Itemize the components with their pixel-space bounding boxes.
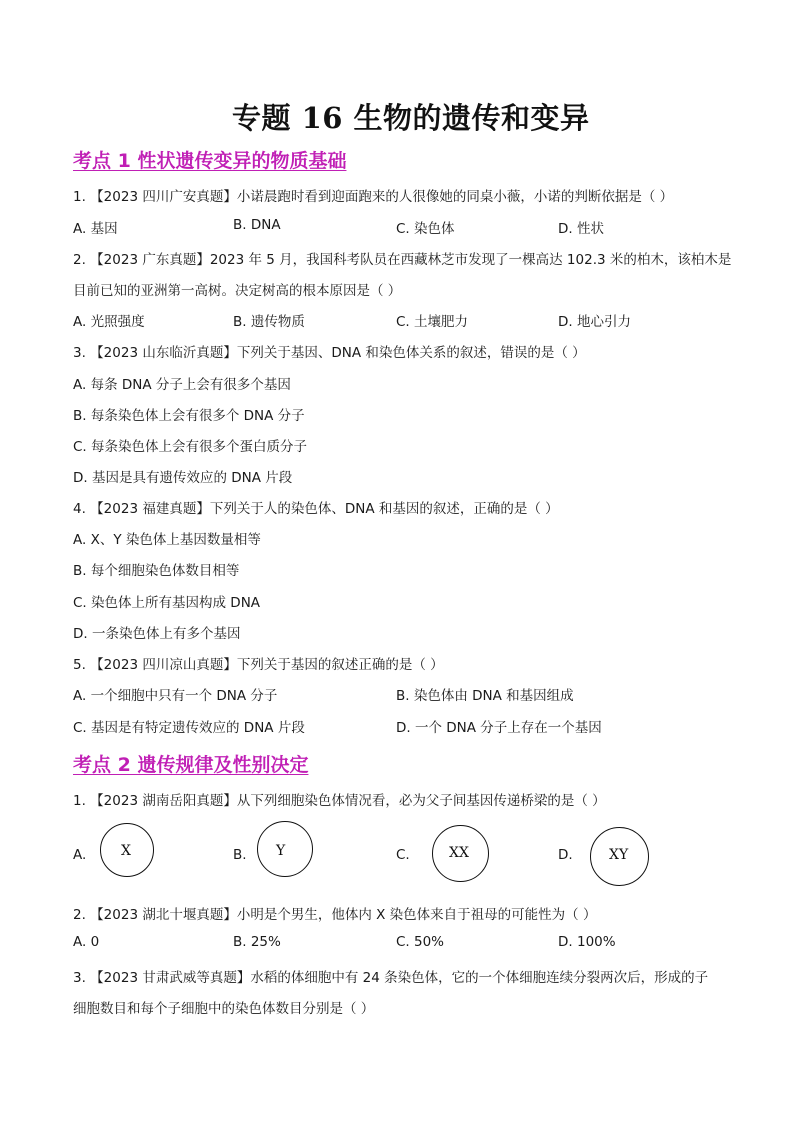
option-d: D. 性状 [558, 221, 604, 237]
option-d: D. 一条染色体上有多个基因 [73, 626, 241, 642]
question-text: 2. 【2023 广东真题】2023 年 5 月，我国科考队员在西藏林芝市发现了一棵高达 102.3 米的柏木，该柏木是 [73, 252, 732, 268]
option-b: B. 25% [233, 934, 281, 950]
option-c: C. 染色体上所有基因构成 DNA [73, 595, 261, 611]
question-text: 4. 【2023 福建真题】下列关于人的染色体、DNA 和基因的叙述，正确的是（ ） [73, 501, 559, 517]
option-d: D. 地心引力 [558, 314, 631, 330]
question-text: 2. 【2023 湖北十堰真题】小明是个男生，他体内 X 染色体来自于祖母的可能性为（ ） [73, 907, 597, 923]
chromosome-label: X [121, 843, 131, 859]
option-d: D. 一个 DNA 分子上存在一个基因 [396, 720, 602, 736]
option-a: A. 一个细胞中只有一个 DNA 分子 [73, 688, 278, 704]
chromosome-label: XY [609, 847, 629, 863]
question-text: 1. 【2023 湖南岳阳真题】从下列细胞染色体情况看，必为父子间基因传递桥梁的是（ ） [73, 793, 606, 809]
option-a: A. 每条 DNA 分子上会有很多个基因 [73, 377, 291, 393]
option-c: C. 土壤肥力 [396, 314, 469, 330]
option-c: C. 基因是有特定遗传效应的 DNA 片段 [73, 720, 305, 736]
option-b: B. 每个细胞染色体数目相等 [73, 563, 240, 579]
option-a: A. 基因 [73, 221, 118, 237]
question-text-continued: 目前已知的亚洲第一高树。决定树高的根本原因是（ ） [73, 283, 402, 299]
option-d: D. [558, 847, 573, 863]
option-b: B. 每条染色体上会有很多个 DNA 分子 [73, 408, 305, 424]
chromosome-label: XX [449, 845, 469, 861]
option-b: B. DNA [233, 217, 281, 233]
option-a: A. 光照强度 [73, 314, 145, 330]
option-c: C. 每条染色体上会有很多个蛋白质分子 [73, 439, 308, 455]
question-text: 1. 【2023 四川广安真题】小诺晨跑时看到迎面跑来的人很像她的同桌小薇，小诺的判断依据是（ ） [73, 189, 674, 205]
question-text: 5. 【2023 四川凉山真题】下列关于基因的叙述正确的是（ ） [73, 657, 444, 673]
option-a: A. X、Y 染色体上基因数量相等 [73, 532, 261, 548]
option-b: B. [233, 847, 247, 863]
section-heading-2: 考点 2 遗传规律及性别决定 [73, 754, 309, 776]
option-d: D. 100% [558, 934, 616, 950]
option-a: A. 0 [73, 934, 100, 950]
section-heading-1: 考点 1 性状遗传变异的物质基础 [73, 150, 347, 172]
question-text-continued: 细胞数目和每个子细胞中的染色体数目分别是（ ） [73, 1001, 375, 1017]
question-text: 3. 【2023 甘肃武威等真题】水稻的体细胞中有 24 条染色体，它的一个体细胞连续分裂两次后，形成的子 [73, 970, 709, 986]
option-a: A. [73, 847, 87, 863]
option-c: C. [396, 847, 410, 863]
option-d: D. 基因是具有遗传效应的 DNA 片段 [73, 470, 293, 486]
option-b: B. 遗传物质 [233, 314, 305, 330]
option-c: C. 染色体 [396, 221, 455, 237]
question-text: 3. 【2023 山东临沂真题】下列关于基因、DNA 和染色体关系的叙述，错误的是（ ） [73, 345, 586, 361]
chromosome-label: Y [276, 843, 286, 859]
option-b: B. 染色体由 DNA 和基因组成 [396, 688, 574, 704]
page-title: 专题 16 生物的遗传和变异 [232, 101, 590, 135]
option-c: C. 50% [396, 934, 445, 950]
